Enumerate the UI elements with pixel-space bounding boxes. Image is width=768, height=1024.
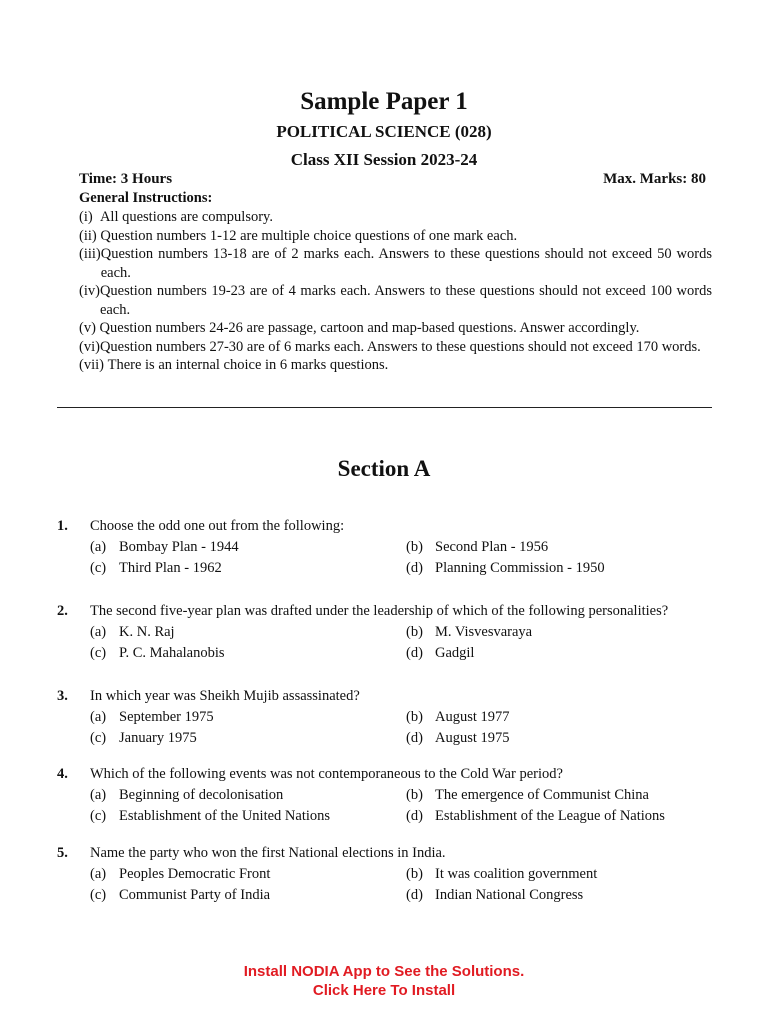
option-b [406,787,649,804]
instruction-number: (vii) [79,357,108,373]
option-text: M. Visvesvaraya [435,624,533,640]
instruction-text: Question numbers 19-23 are of 4 marks each. Answers to these questions should not exceed 100 words each. [99,283,712,318]
option-label: (c) [90,887,107,903]
option-text: Second Plan - 1956 [435,539,549,555]
question-2 [57,603,717,666]
instruction-item [79,356,712,375]
option-a [90,709,214,726]
question-number: 2. [57,603,68,619]
option-label: (b) [406,709,423,725]
option-text: The emergence of Communist China [435,787,649,803]
option-text: Establishment of the League of Nations [435,808,665,824]
question-5 [57,845,717,908]
instruction-item [79,245,712,282]
instruction-number: (i) [79,209,100,225]
instruction-text: Question numbers 27-30 are of 6 marks each. Answers to these questions should not exceed 170 words. [99,338,701,355]
question-text: In which year was Sheikh Mujib assassinated? [90,688,360,704]
option-text: It was coalition government [435,866,598,882]
max-marks: Max. Marks: 80 [603,171,706,187]
instruction-number: (vi) [79,338,100,355]
option-text: Bombay Plan - 1944 [119,539,239,555]
option-d [406,730,510,747]
option-text: K. N. Raj [119,624,175,640]
instruction-number: (v) [79,320,100,336]
option-label: (d) [406,560,423,576]
option-text: Establishment of the United Nations [119,808,331,824]
question-text: Choose the odd one out from the following: [90,518,345,534]
option-text: Planning Commission - 1950 [435,560,605,576]
option-d [406,645,474,662]
option-label: (c) [90,645,107,661]
option-c [90,645,225,662]
instruction-text: Question numbers 13-18 are of 2 marks each. Answers to these questions should not exceed 50 words each. [100,246,712,281]
question-3 [57,688,717,751]
option-c [90,560,222,577]
option-label: (b) [406,539,423,555]
option-text: Communist Party of India [119,887,271,903]
option-a [90,866,270,883]
option-text: Indian National Congress [435,887,584,903]
option-b [406,866,597,883]
option-label: (a) [90,539,107,555]
paper-title: Sample Paper 1 [300,88,468,115]
option-label: (c) [90,808,107,824]
option-d [406,808,665,825]
option-a [90,624,175,641]
option-label: (d) [406,645,423,661]
option-text: August 1975 [435,730,510,746]
option-text: Beginning of decolonisation [119,787,284,803]
instruction-text: There is an internal choice in 6 marks questions. [107,357,389,373]
question-number: 3. [57,688,68,704]
option-text: Peoples Democratic Front [119,866,271,882]
option-label: (c) [90,560,107,576]
question-number: 5. [57,845,68,861]
instruction-item [79,319,712,338]
option-label: (d) [406,730,423,746]
section-divider [57,407,712,408]
option-label: (a) [90,866,107,882]
question-number: 1. [57,518,68,534]
option-text: P. C. Mahalanobis [119,645,225,661]
install-app-link[interactable]: Install NODIA App to See the Solutions. [243,963,525,980]
option-b [406,709,510,726]
option-label: (a) [90,624,107,640]
option-c [90,887,270,904]
option-label: (d) [406,887,423,903]
instruction-number: (ii) [79,227,101,244]
general-instructions-label: General Instructions: [79,190,213,206]
option-text: Third Plan - 1962 [119,560,222,576]
time-allowed: Time: 3 Hours [79,171,173,187]
question-text: The second five-year plan was drafted under the leadership of which of the following personalities? [90,603,669,619]
question-text: Which of the following events was not contemporaneous to the Cold War period? [90,766,563,782]
option-text: January 1975 [119,730,197,746]
instruction-text: Question numbers 24-26 are passage, cartoon and map-based questions. Answer accordingly. [99,320,640,336]
option-b [406,624,532,641]
option-c [90,808,330,825]
instruction-item [79,208,712,227]
question-text: Name the party who won the first National elections in India. [90,845,446,861]
option-label: (c) [90,730,107,746]
exam-meta-row [79,171,712,188]
option-label: (a) [90,709,107,725]
click-to-install-link[interactable]: Click Here To Install [312,982,456,999]
option-b [406,539,548,556]
question-number: 4. [57,766,68,782]
instruction-item [79,227,712,246]
option-label: (b) [406,787,423,803]
instruction-item [79,338,712,357]
class-session-heading: Class XII Session 2023-24 [290,150,478,169]
instruction-number: (iv) [79,283,100,299]
instruction-text: All questions are compulsory. [99,209,273,225]
option-d [406,560,605,577]
subject-heading: POLITICAL SCIENCE (028) [276,122,492,141]
question-1 [57,518,717,581]
option-c [90,730,197,747]
option-label: (d) [406,808,423,824]
option-label: (b) [406,624,423,640]
instruction-item [79,282,712,319]
option-label: (b) [406,866,423,882]
section-heading: Section A [337,456,431,481]
instruction-text: Question numbers 1-12 are multiple choice questions of one mark each. [100,227,518,244]
option-a [90,787,283,804]
question-4 [57,766,717,829]
option-text: August 1977 [435,709,510,725]
option-text: Gadgil [435,645,475,661]
option-text: September 1975 [119,709,214,725]
option-a [90,539,239,556]
option-d [406,887,583,904]
instructions-list [79,208,712,375]
instruction-number: (iii) [79,246,101,262]
option-label: (a) [90,787,107,803]
